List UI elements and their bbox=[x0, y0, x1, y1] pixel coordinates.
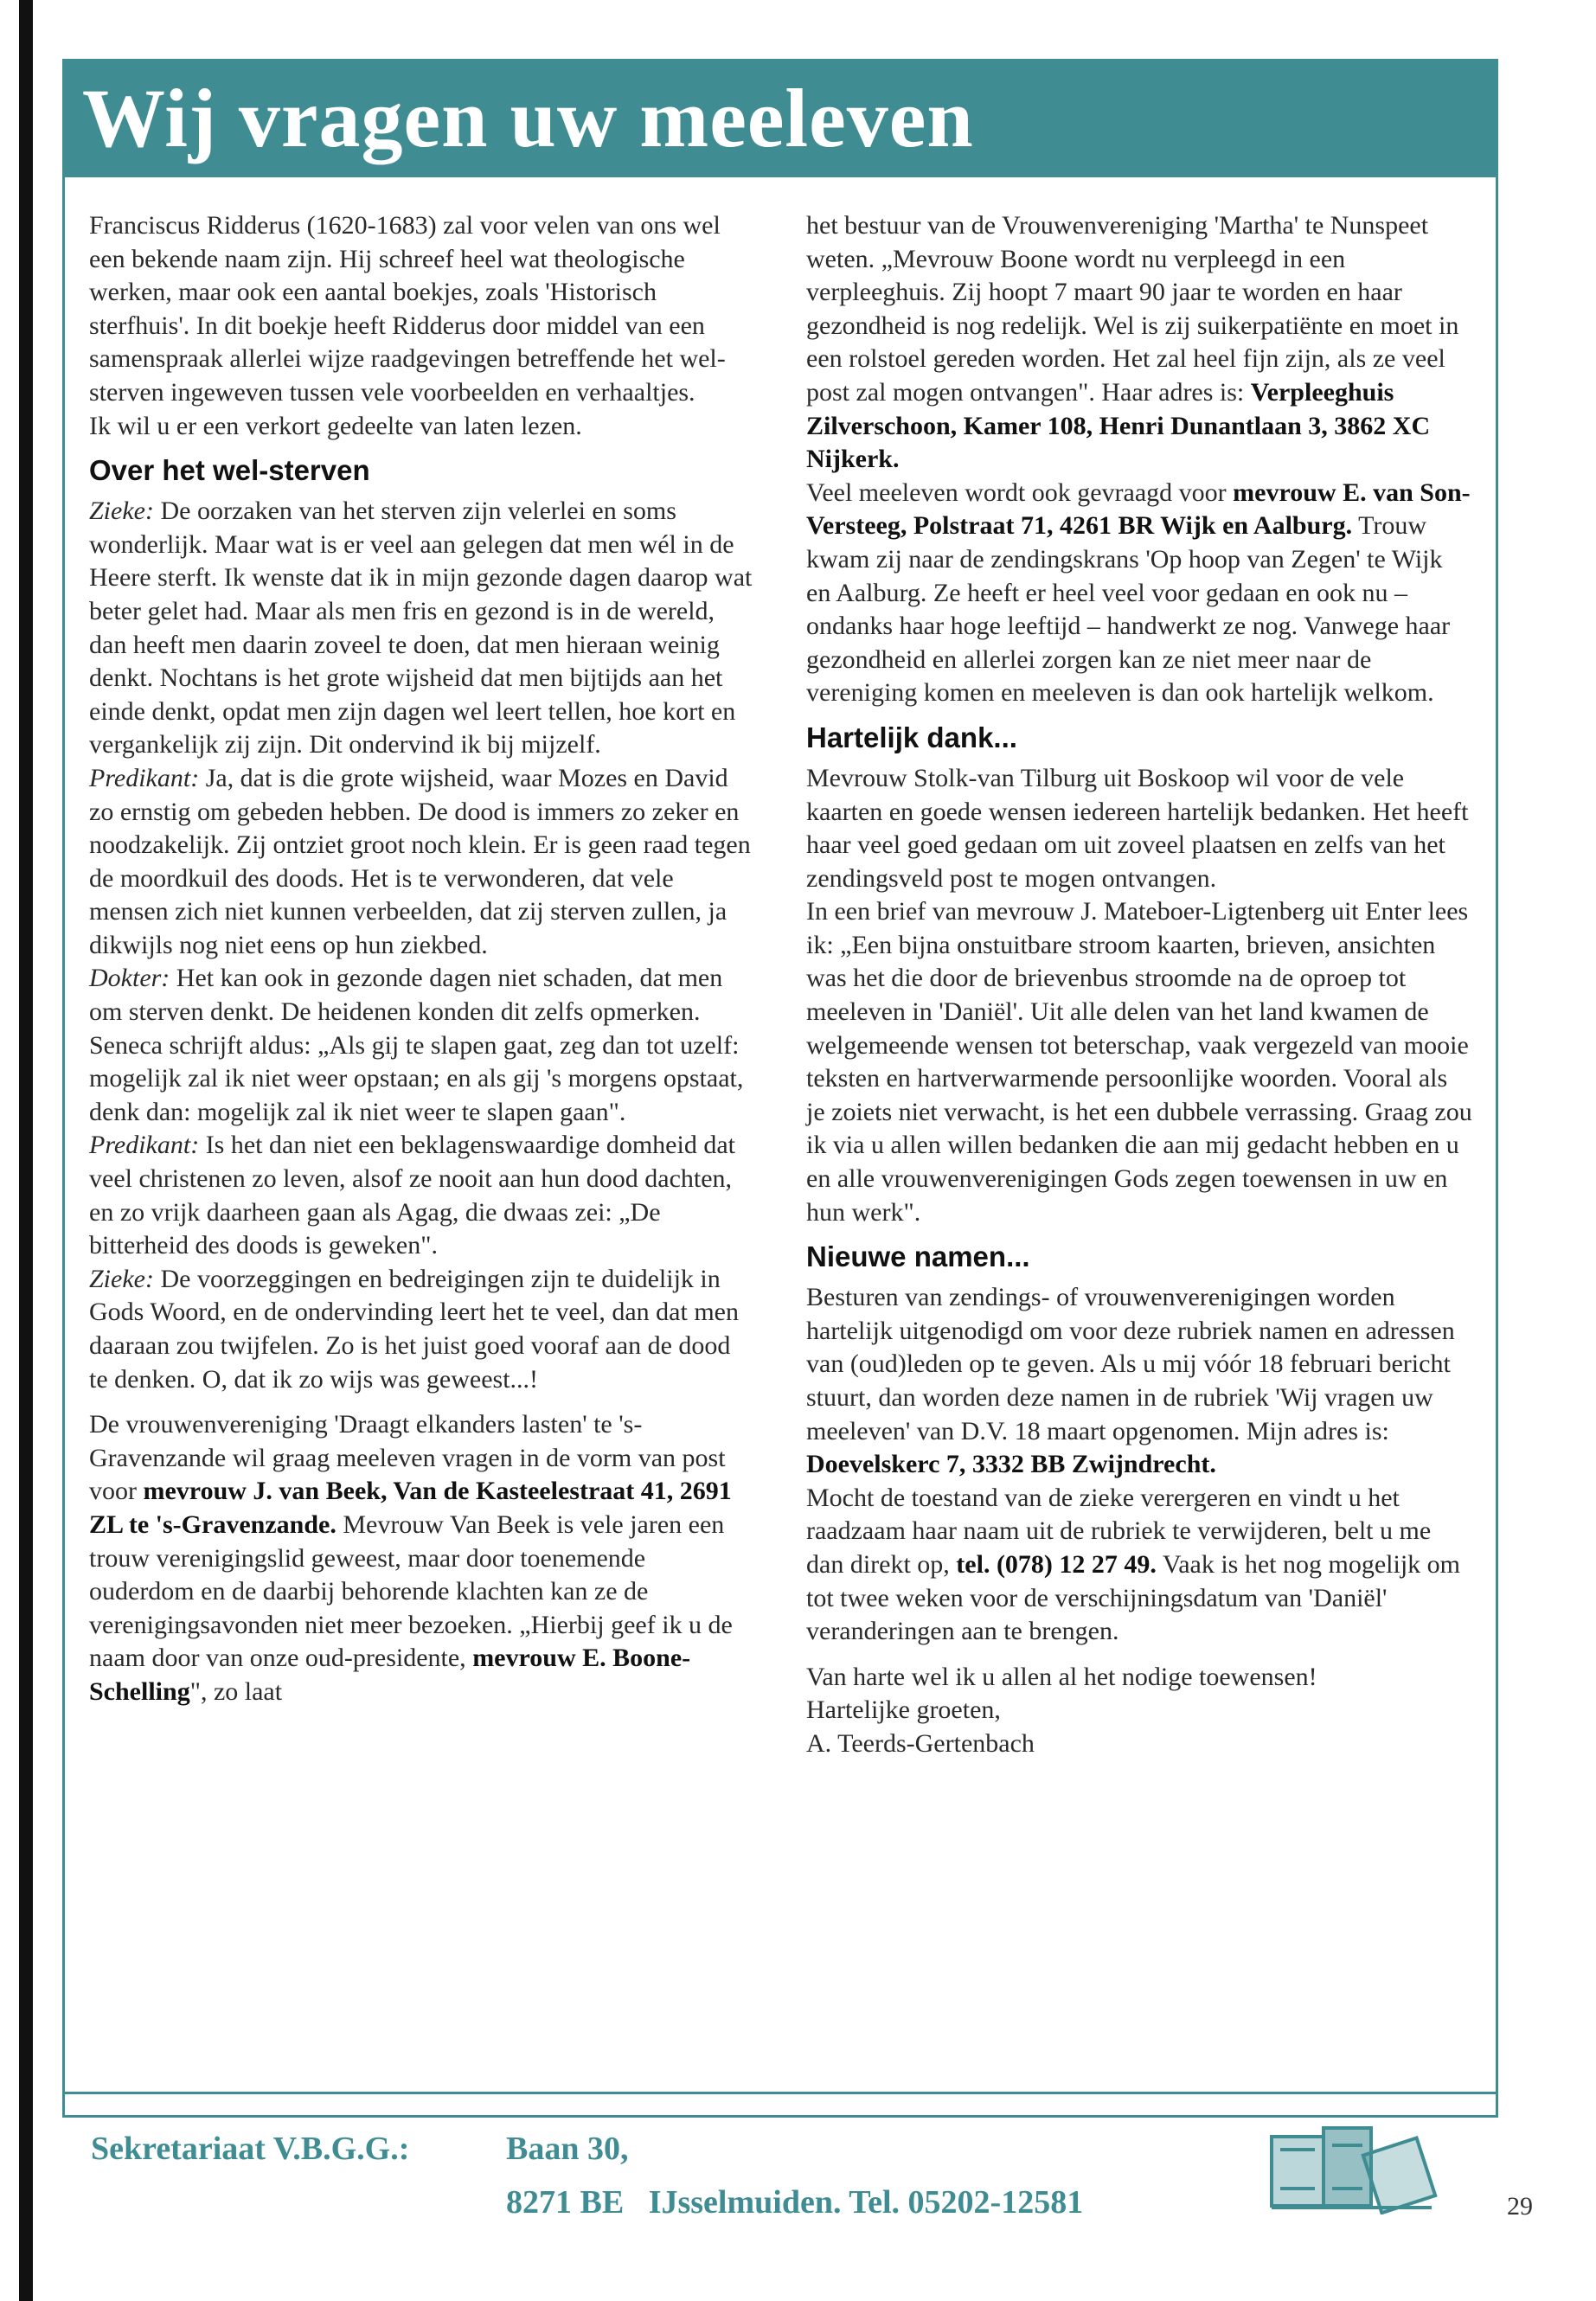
page-title: Wij vragen uw meeleven bbox=[82, 72, 974, 164]
footer-street: Baan 30, bbox=[506, 2131, 629, 2167]
dialogue-text: Ja, dat is die grote wijsheid, waar Mozes en David zo ernstig om gebeden hebben. De dood is immers zo zeker en noodzakelijk. Zij ontziet groot noch klein. Er is geen raad tegen de moordkuil des doods. Het is te verwonderen, dat vele mensen zich niet kunnen verbeelden, dat zij sterven zullen, ja dikwijls nog niet eens op hun ziekbed. bbox=[89, 763, 751, 959]
speaker-label: Zieke: bbox=[89, 497, 154, 526]
name-boone-schelling: mevrouw E. Boone-Schelling bbox=[89, 1644, 691, 1706]
paragraph-draagt-elkanders-lasten bbox=[89, 1408, 755, 1708]
paragraph-boone bbox=[806, 209, 1472, 477]
text-run: De vrouwenvereniging 'Draagt elkanders lasten' te 's-Gravenzande wil graag meeleven vragen in de vorm van post voor bbox=[89, 1410, 726, 1506]
dialogue-text: Is het dan niet een beklagenswaardige domheid dat veel christenen zo leven, alsof ze nooit aan hun dood dachten, en zo vrijk daarheen gaan als Agag, die dwaas zei: „De bitterheid des doods is geweken". bbox=[89, 1131, 735, 1260]
text-run: het bestuur van de Vrouwenvereniging 'Martha' te Nunspeet weten. „Mevrouw Boone wordt nu verpleegd in een verpleeghuis. Zij hoopt 7 maart 90 jaar te worden en haar gezondheid is nog redelijk. Wel is zij suikerpatiënte en moet in een rolstoel gereden worden. Het zal heel fijn zijn, als ze veel post zal mogen ontvangen". Haar adres is: bbox=[806, 211, 1459, 407]
dialogue-text: Het kan ook in gezonde dagen niet schaden, dat men om sterven denkt. De heidenen konden dit zelfs opmerken. Seneca schrijft aldus: „Als gij te slapen gaat, zeg dan tot uzelf: mogelijk zal ik niet weer opstaan; en als gij 's morgens opstaat, denk dan: mogelijk zal ik niet weer te slapen gaan". bbox=[89, 964, 744, 1126]
heading-nieuwe-namen: Nieuwe namen... bbox=[806, 1240, 1030, 1273]
dialogue-text: De voorzeggingen en bedreigingen zijn te duidelijk in Gods Woord, en de ondervinding leert het te veel, dan dat men daaraan zou twijfelen. Zo is het juist goed vooraf aan de dood te denken. O, dat ik zo wijs was geweest...! bbox=[89, 1264, 739, 1394]
dialogue-text: De oorzaken van het sterven zijn velerlei en soms wonderlijk. Maar wat is er veel aan gelegen dat men wél in de Heere sterft. Ik wenste dat ik in mijn gezonde dagen daarop wat beter gelet had. Maar als men fris en gezond is in de wereld, dan heeft men daarin zoveel te doen, dat men hieraan weinig denkt. Nochtans is het grote wijsheid dat men bijtijds aan het einde denkt, opdat men zijn dagen wel leert tellen, hoe kort en vergankelijk zij zijn. Dit ondervind ik bij mijzelf. bbox=[89, 497, 753, 760]
text-run: Vaak is het nog mogelijk om tot twee weken voor de verschijningsdatum van 'Daniël' veranderingen aan te brengen. bbox=[806, 1549, 1461, 1646]
footer-secretariat-label: Sekretariaat V.B.G.G.: bbox=[91, 2131, 410, 2167]
text-run: ", zo laat bbox=[189, 1676, 283, 1706]
speaker-label: Zieke: bbox=[89, 1264, 154, 1293]
footer-city-phone: 8271 BE IJsselmuiden. Tel. 05202-12581 bbox=[506, 2184, 1084, 2221]
page-number: 29 bbox=[1507, 2192, 1533, 2221]
text-run: Van harte wel ik u allen al het nodige toewensen! bbox=[806, 1662, 1317, 1691]
footer-divider bbox=[65, 2092, 1496, 2094]
scan-edge-bar bbox=[19, 0, 33, 2301]
column-right bbox=[806, 209, 1472, 1761]
text-run: Veel meeleven wordt ook gevraagd voor bbox=[806, 478, 1234, 507]
text-run: Trouw kwam zij naar de zendingskrans 'Op hoop van Zegen' te Wijk en Aalburg. Ze heeft er heel veel voor gedaan en ook nu – ondanks haar hoge leeftijd – handwerkt ze nog. Vanwege haar gezondheid en allerlei zorgen kan ze niet meer naar de vereniging komen en meeleven is dan ook hartelijk welkom. bbox=[806, 511, 1451, 708]
text-run: Mevrouw Stolk-van Tilburg uit Boskoop wil voor de vele kaarten en goede wensen iedereen hartelijk bedanken. Het heeft haar veel goed gedaan om uit zoveel plaatsen en zelfs van het zendingsveld post te mogen ontvangen. bbox=[806, 763, 1469, 893]
speaker-label: Dokter: bbox=[89, 964, 170, 993]
intro-text: Franciscus Ridderus (1620-1683) zal voor velen van ons wel een bekende naam zijn. Hij schreef heel wat theologische werken, maar ook een aantal boekjes, zoals 'Historisch sterfhuis'. In dit boekje heeft Ridderus door middel van een samenspraak allerlei wijze raadgevingen betreffende het wel-sterven ingeweven tussen vele voorbeelden en verhaaltjes. bbox=[89, 211, 726, 407]
address-doevelskerc: Doevelskerc 7, 3332 BB Zwijndrecht. bbox=[806, 1450, 1216, 1479]
address-zilverschoon: Verpleeghuis Zilverschoon, Kamer 108, Henri Dunantlaan 3, 3862 XC Nijkerk. bbox=[806, 377, 1431, 474]
title-banner bbox=[65, 61, 1496, 177]
intro-paragraph bbox=[89, 209, 755, 443]
paragraph-nieuwe-namen bbox=[806, 1281, 1472, 1649]
heading-over-het-wel-sterven: Over het wel-sterven bbox=[89, 454, 370, 487]
closing-paragraph bbox=[806, 1661, 1472, 1761]
books-logo-icon bbox=[1254, 2102, 1445, 2214]
dialogue-zieke-1 bbox=[89, 495, 755, 1396]
text-run: Mevrouw Van Beek is vele jaren een trouw verenigingslid geweest, maar door toenemende ouderdom en de daarbij behorende klachten kan ze de verenigingsavonden niet meer bezoeken. „Hierbij geef ik u de naam door van onze oud-presidente, bbox=[89, 1509, 733, 1673]
speaker-label: Predikant: bbox=[89, 1131, 200, 1160]
paragraph-van-son bbox=[806, 477, 1472, 710]
address-van-beek: mevrouw J. van Beek, Van de Kasteelestraat 41, 2691 ZL te 's-Gravenzande. bbox=[89, 1477, 732, 1539]
text-run: Besturen van zendings- of vrouwenverenigingen worden hartelijk uitgenodigd om voor deze rubriek namen en adressen van (oud)leden op te geven. Als u mij vóór 18 februari bericht stuurt, dan worden deze namen in de rubriek 'Wij vragen uw meeleven' van D.V. 18 maart opgenomen. Mijn adres is: bbox=[806, 1283, 1455, 1445]
address-van-son: mevrouw E. van Son-Versteeg, Polstraat 71, 4261 BR Wijk en Aalburg. bbox=[806, 478, 1471, 541]
signature-name: A. Teerds-Gertenbach bbox=[806, 1728, 1035, 1758]
phone-number: tel. (078) 12 27 49. bbox=[956, 1549, 1157, 1579]
speaker-label: Predikant: bbox=[89, 763, 200, 792]
paragraph-stolk bbox=[806, 762, 1472, 1229]
text-run: Mocht de toestand van de zieke verergeren en vindt u het raadzaam haar naam uit de rubriek te verwijderen, belt u me dan direkt op, bbox=[806, 1483, 1432, 1579]
text-run: Hartelijke groeten, bbox=[806, 1695, 1001, 1725]
intro-text-2: Ik wil u er een verkort gedeelte van laten lezen. bbox=[89, 411, 582, 440]
text-run: In een brief van mevrouw J. Mateboer-Ligtenberg uit Enter lees ik: „Een bijna onstuitbare stroom kaarten, brieven, ansichten was het die door de brievenbus stroomde na de oproep tot meeleven in 'Daniël'. Uit alle delen van het land kwamen de welgemeende wensen tot beterschap, vaak vergezeld van mooie teksten en hartverwarmende persoonlijke woorden. Vooral als je zoiets niet verwacht, is het een dubbele verrassing. Graag zou ik via u allen willen bedanken die aan mij gedacht hebben en u en alle vrouwenverenigingen Gods zegen toewensen in uw en hun werk". bbox=[806, 897, 1472, 1227]
heading-hartelijk-dank: Hartelijk dank... bbox=[806, 721, 1017, 753]
column-left bbox=[89, 209, 755, 1709]
